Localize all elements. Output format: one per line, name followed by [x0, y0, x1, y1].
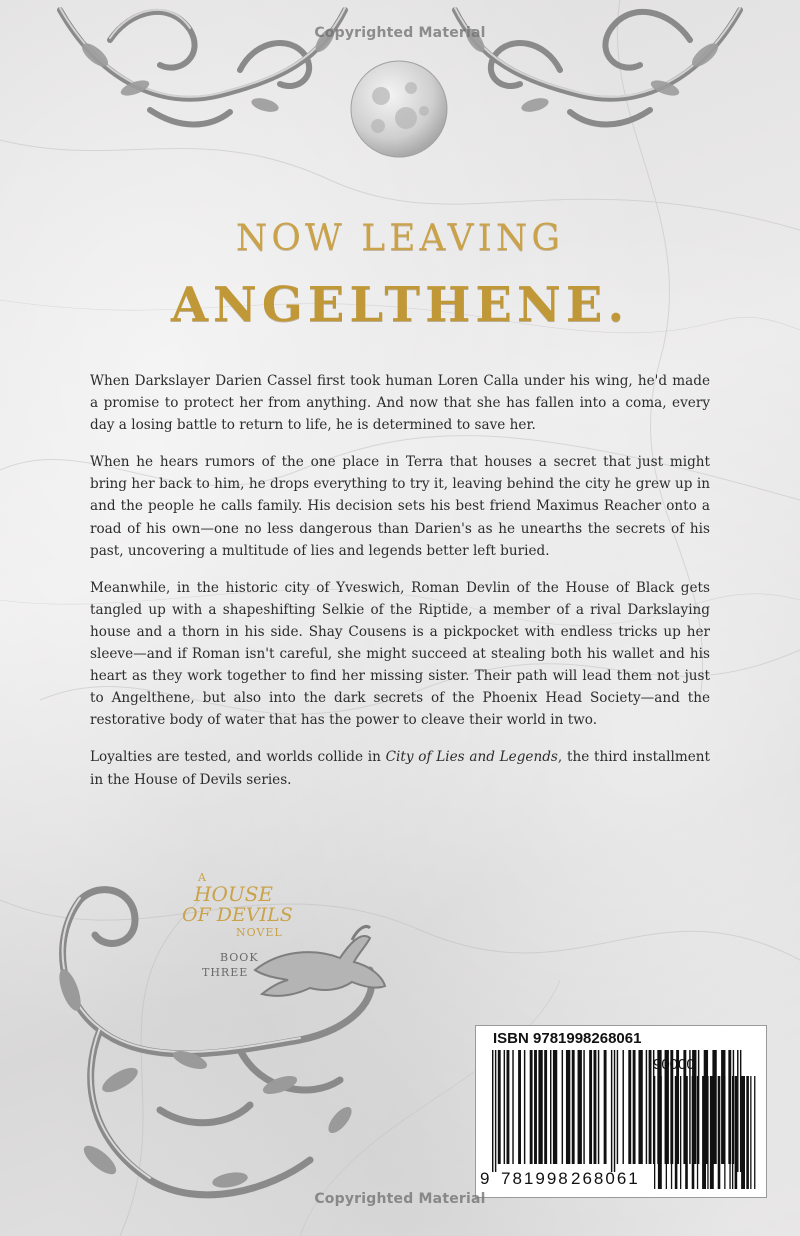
series-badge-number: THREE: [202, 966, 249, 979]
moon-icon: [346, 56, 452, 162]
series-badge: [182, 871, 300, 979]
filigree-ornament-icon: [450, 0, 760, 140]
book-title-italic: City of Lies and Legends: [385, 749, 558, 766]
blurb-p4-lead: Loyalties are tested, and worlds collide in: [90, 749, 386, 766]
barcode-panel: [475, 1025, 767, 1198]
series-badge-house: HOUSE: [194, 882, 273, 906]
watermark-bottom: Copyrighted Material: [314, 1191, 486, 1207]
blurb-text: [90, 370, 710, 806]
series-badge-article: A: [198, 871, 206, 884]
barcode-digit-first: 9: [480, 1169, 490, 1188]
filigree-ornament-icon: [40, 0, 360, 140]
barcode-digits-left: 781998: [501, 1169, 570, 1188]
series-badge-book: BOOK: [220, 951, 259, 964]
series-badge-novel: NOVEL: [236, 926, 283, 939]
headline-line-1: NOW LEAVING: [235, 218, 565, 259]
barcode-digits-right: 268061: [571, 1169, 640, 1188]
blurb-paragraph-2: When he hears rumors of the one place in Terra that houses a secret that just might bring her back to him, he drops everything to try it, leaving behind the city he grew up in and the people he calls family. His decision sets his best friend Maximus Reacher onto a road of his own—one no less dangerous than Darien's as he unearths the secrets of his past, uncovering a multitude of lies and legends better left buried.: [90, 454, 710, 559]
blurb-p4-tail: , the third installment in the House of Devils series.: [90, 749, 710, 788]
blurb-paragraph-4: [90, 746, 710, 790]
isbn-label: ISBN 9781998268061: [493, 1030, 642, 1047]
blurb-paragraph-1: When Darkslayer Darien Cassel first took human Loren Calla under his wing, he'd made a promise to protect her from anything. And now that she has fallen into a coma, every day a losing battle to return to life, he is determined to save her.: [90, 373, 710, 434]
headline-line-2: ANGELTHENE.: [170, 277, 630, 333]
blurb-paragraph-3: Meanwhile, in the historic city of Yveswich, Roman Devlin of the House of Black gets tangled up with a shapeshifting Selkie of the Riptide, a member of a rival Darkslaying house and a thorn in his side. Shay Cousens is a pickpocket with endless tricks up her sleeve—and if Roman isn't careful, she might succeed at stealing both his wallet and his heart as they work together to find her missing sister. Their path will lead them not just to Angelthene, but also into the dark secrets of the Phoenix Head Society—and the restorative body of water that has the power to cleave their world in two.: [90, 579, 710, 729]
watermark-top: Copyrighted Material: [314, 25, 486, 41]
price-code: 90000: [653, 1056, 695, 1073]
series-badge-of-devils: OF DEVILS: [182, 904, 293, 926]
